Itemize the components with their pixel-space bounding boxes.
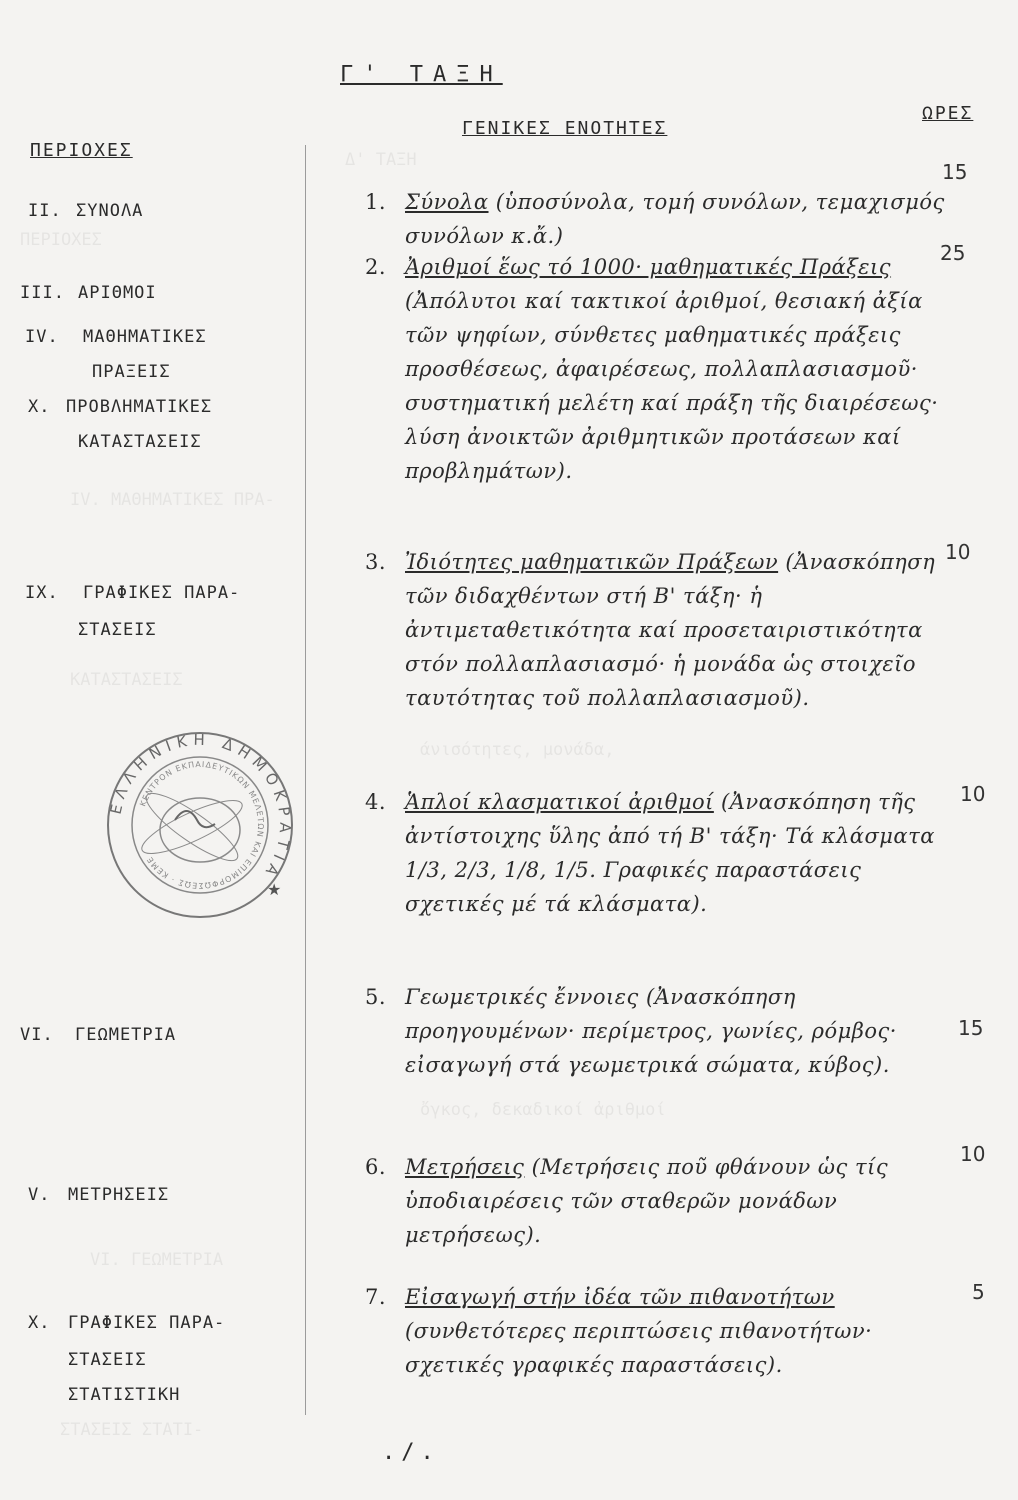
unit-hours: 10 xyxy=(945,540,971,564)
unit-number: 4. xyxy=(365,790,387,814)
bleed-through-text: Δ' ΤΑΞΗ ΠΕΡΙΟΧΕΣ IV. ΜΑΘΗΜΑΤΙΚΕΣ ΠΡΑ- ΚΑΤΑΣΤΑΣΕΙΣ άνισότητες, μονάδα, ὄγκος, δεκαδικοί ἀριθμοί VI. ΓΕΩΜΕΤΡΙΑ ΣΤΑΣΕΙΣ ΣΤΑΤΙ- xyxy=(20,150,666,1440)
area-label: ΓΡΑΦΙΚΕΣ ΠΑΡΑ- xyxy=(83,583,241,603)
area-numeral: III. xyxy=(20,283,65,303)
area-label: ΠΡΟΒΛΗΜΑΤΙΚΕΣ xyxy=(66,397,213,417)
unit-description: (Ἀνασκόπηση τῆς ἀντίστοιχης ὕλης ἀπό τή Β' τάξη· Τά κλάσματα 1/3, 2/3, 1/8, 1/5. Γραφικές παραστάσεις σχετικές μέ τά κλάσματα). xyxy=(405,790,935,916)
area-item xyxy=(20,278,157,308)
area-numeral: IX. xyxy=(25,583,59,603)
svg-text:★: ★ xyxy=(267,880,282,899)
area-numeral: IV. xyxy=(25,327,59,347)
area-numeral: X. xyxy=(28,1313,51,1333)
area-item xyxy=(25,322,207,352)
area-label-continued: ΣΤΑΣΕΙΣ xyxy=(78,620,157,640)
unit-description: (Μετρήσεις ποῦ φθάνουν ὡς τίς ὑποδιαιρέσεις τῶν σταθερῶν μονάδων μετρήσεως). xyxy=(405,1155,889,1247)
unit-number: 5. xyxy=(365,985,387,1009)
area-item xyxy=(28,1180,169,1210)
continuation-mark: ./. xyxy=(382,1440,440,1465)
area-item xyxy=(25,578,240,608)
units-column-heading: ΓΕΝΙΚΕΣ ΕΝΟΤΗΤΕΣ xyxy=(462,118,668,139)
unit-number: 2. xyxy=(365,255,387,279)
unit-hours: 15 xyxy=(942,160,968,184)
area-label-continued: ΠΡΑΞΕΙΣ xyxy=(92,362,171,382)
area-numeral: VI. xyxy=(20,1025,54,1045)
unit-title: Εἰσαγωγή στήν ἰδέα τῶν πιθανοτήτων xyxy=(405,1285,835,1309)
area-label: ΜΕΤΡΗΣΕΙΣ xyxy=(68,1185,170,1205)
official-seal xyxy=(100,725,300,925)
area-label-continued: ΣΤΑΤΙΣΤΙΚΗ xyxy=(68,1385,181,1405)
unit-title: Μετρήσεις xyxy=(405,1155,525,1179)
area-label: ΜΑΘΗΜΑΤΙΚΕΣ xyxy=(83,327,207,347)
unit-number: 1. xyxy=(365,190,387,214)
areas-column-heading: ΠΕΡΙΟΧΕΣ xyxy=(30,140,133,161)
unit-description: (ὑποσύνολα, τομή συνόλων, τεμαχισμός συνόλων κ.ἄ.) xyxy=(405,190,945,248)
area-item xyxy=(28,392,212,422)
seal-inner-text: ΚΕΝΤΡΟΝ ΕΚΠΑΙΔΕΥΤΙΚΩΝ ΜΕΛΕΤΩΝ ΚΑΙ ΕΠΙΜΟΡΦΩΣΕΩΣ · ΚΕΜΕ xyxy=(138,759,266,891)
area-numeral: II. xyxy=(28,201,62,221)
area-item xyxy=(28,1308,225,1338)
unit-hours: 25 xyxy=(940,241,966,265)
unit-title: Ἀριθμοί ἕως τό 1000· μαθηματικές Πράξεις xyxy=(405,255,892,279)
seal-outer-text: ΕΛΛΗΝΙΚΗ ΔΗΜΟΚΡΑΤΙΑ xyxy=(106,730,295,885)
unit-hours: 10 xyxy=(960,1142,986,1166)
area-numeral: X. xyxy=(28,397,51,417)
unit-title: Σύνολα xyxy=(405,190,489,214)
area-label-continued: ΣΤΑΣΕΙΣ xyxy=(68,1350,147,1370)
unit-description: (συνθετότερες περιπτώσεις πιθανοτήτων· σχετικές γραφικές παραστάσεις). xyxy=(405,1319,873,1377)
unit-title: Ἰδιότητες μαθηματικῶν Πράξεων xyxy=(405,550,779,574)
unit-hours: 10 xyxy=(960,782,986,806)
area-label: ΓΡΑΦΙΚΕΣ ΠΑΡΑ- xyxy=(68,1313,226,1333)
unit-number: 3. xyxy=(365,550,387,574)
unit-hours: 5 xyxy=(972,1280,985,1304)
area-label: ΓΕΩΜΕΤΡΙΑ xyxy=(75,1025,177,1045)
area-label: ΣΥΝΟΛΑ xyxy=(76,201,144,221)
column-divider xyxy=(305,145,306,1415)
page-title: Γ' ΤΑΞΗ xyxy=(340,62,503,87)
unit-description: Γεωμετρικές ἔννοιες (Ἀνασκόπηση προηγουμένων· περίμετρος, γωνίες, ρόμβος· εἰσαγωγή στά γεωμετρικά σώματα, κύβος). xyxy=(405,985,897,1077)
unit-number: 6. xyxy=(365,1155,387,1179)
unit-title: Ἁπλοί κλασματικοί ἀριθμοί xyxy=(405,790,714,814)
unit-description: (Ἀπόλυτοι καί τακτικοί ἀριθμοί, θεσιακή ἀξία τῶν ψηφίων, σύνθετες μαθηματικές πράξεις προσθέσεως, ἀφαιρέσεως, πολλαπλασιασμοῦ· συστηματική μελέτη καί πράξη τῆς διαιρέσεως· λύση ἀνοικτῶν ἀριθμητικῶν προτάσεων καί προβλημάτων). xyxy=(405,289,939,483)
unit-number: 7. xyxy=(365,1285,387,1309)
area-item xyxy=(28,196,143,226)
hours-column-heading: ΩΡΕΣ xyxy=(922,103,974,124)
unit-hours: 15 xyxy=(958,1016,984,1040)
unit-description: (Ἀνασκόπηση τῶν διδαχθέντων στή Β' τάξη· ἡ ἀντιμεταθετικότητα καί προσεταιριστικότητα στόν πολλαπλασιασμό· ἡ μονάδα ὡς στοιχεῖο ταυτότητας τοῦ πολλαπλασιασμοῦ). xyxy=(405,550,936,710)
area-numeral: V. xyxy=(28,1185,51,1205)
area-item xyxy=(20,1020,176,1050)
area-label-continued: ΚΑΤΑΣΤΑΣΕΙΣ xyxy=(78,432,202,452)
area-label: ΑΡΙΘΜΟΙ xyxy=(78,283,157,303)
